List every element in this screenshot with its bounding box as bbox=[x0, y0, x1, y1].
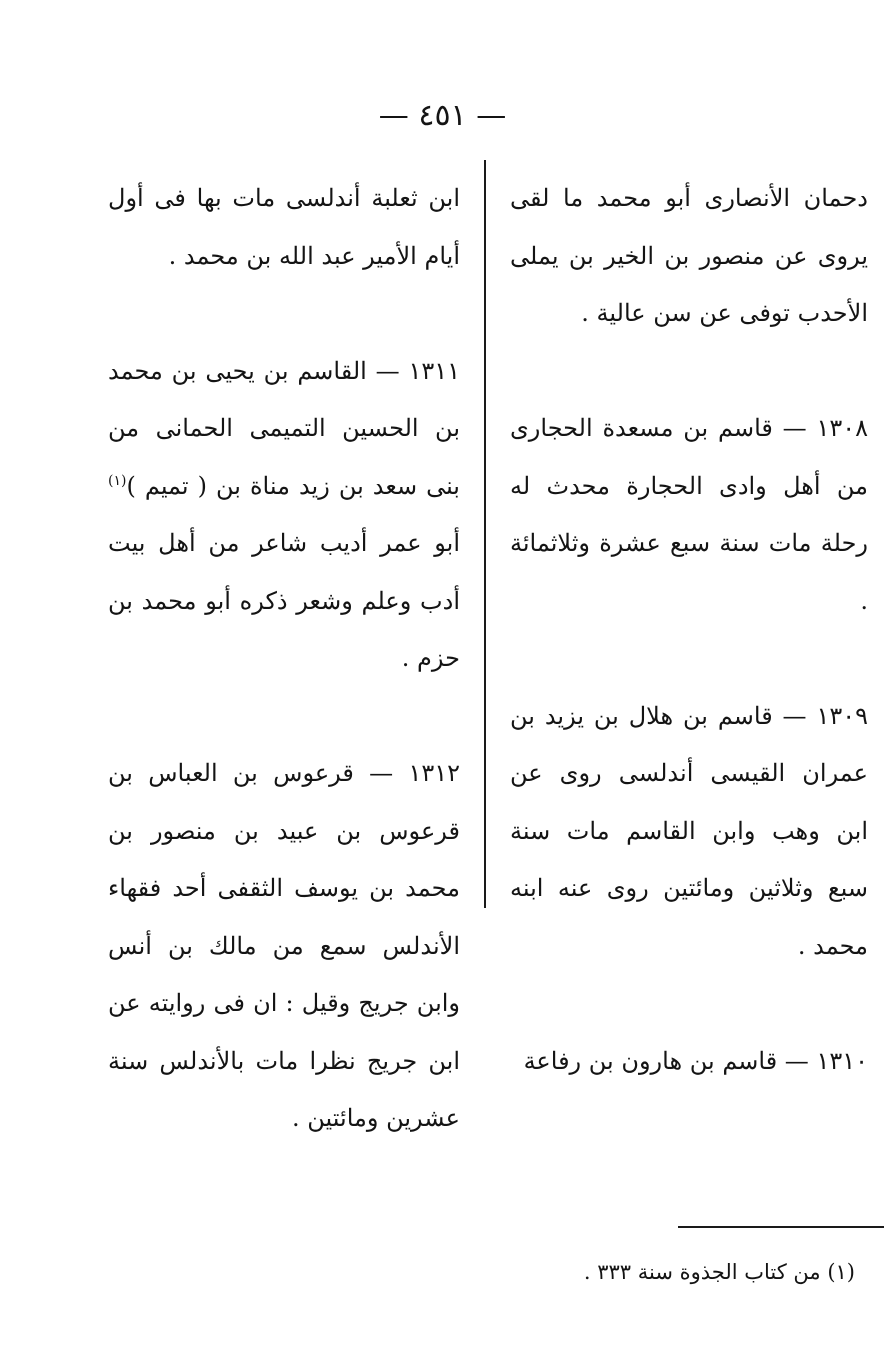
paragraph-gap bbox=[108, 688, 460, 746]
left-column bbox=[108, 170, 460, 1148]
entry-1311 bbox=[108, 343, 460, 688]
footnote: (١) من كتاب الجذوة سنة ٣٣٣ . bbox=[583, 1260, 855, 1284]
entry-intro: دحمان الأنصارى أبو محمد ما لقى يروى عن منصور بن الخير بن يملى الأحدب توفى عن سن عالية . bbox=[510, 184, 868, 327]
right-column bbox=[510, 170, 868, 1090]
paragraph-gap bbox=[510, 975, 868, 1033]
entry-1308: ١٣٠٨ — قاسم بن مسعدة الحجارى من أهل وادى الحجارة محدث له رحلة مات سنة سبع عشرة وثلاثمائة . bbox=[510, 414, 868, 615]
entry-1312: ١٣١٢ — قرعوس بن العباس بن قرعوس بن عبيد بن منصور بن محمد بن يوسف الثقفى أحد فقهاء الأندلس سمع من مالك بن أنس وابن جريج وقيل : ان فى روايته عن ابن جريج نظرا مات بالأندلس سنة عشرين ومائتين . bbox=[108, 759, 460, 1132]
entry-continuation: ابن ثعلبة أندلسى مات بها فى أول أيام الأمير عبد الله بن محمد . bbox=[108, 184, 460, 270]
page-number: — ٤٥١ — bbox=[378, 98, 507, 133]
entry-1310: ١٣١٠ — قاسم بن هارون بن رفاعة bbox=[523, 1046, 868, 1075]
paragraph-gap bbox=[510, 343, 868, 401]
footnote-rule bbox=[678, 1226, 884, 1228]
footnote-ref: (١) bbox=[108, 472, 127, 489]
column-divider bbox=[484, 160, 486, 908]
entry-1311-text: ١٣١١ — القاسم بن يحيى بن محمد بن الحسين التميمى الحمانى من بنى سعد بن زيد مناة بن ( تميم ) bbox=[108, 356, 460, 500]
paragraph-gap bbox=[108, 285, 460, 343]
paragraph-gap bbox=[510, 630, 868, 688]
entry-1309: ١٣٠٩ — قاسم بن هلال بن يزيد بن عمران القيسى أندلسى روى عن ابن وهب وابن القاسم مات سنة سبع وثلاثين ومائتين روى عنه ابنه محمد . bbox=[510, 701, 868, 960]
entry-1311-text-rest: أبو عمر أديب شاعر من أهل بيت أدب وعلم وشعر ذكره أبو محمد بن حزم . bbox=[108, 529, 460, 672]
